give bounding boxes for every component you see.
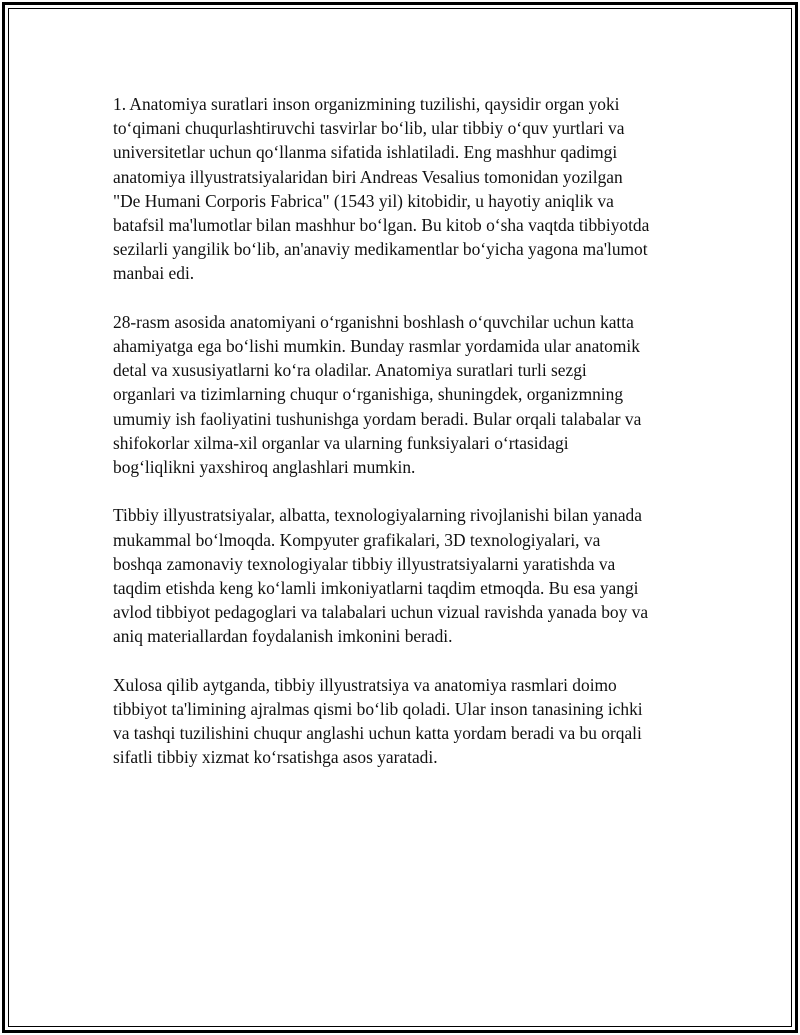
text-line: mukammal boʻlmoqda. Kompyuter grafikalari, 3D texnologiyalari, va: [113, 529, 601, 550]
text-line: anatomiya illyustratsiyalaridan biri Andreas Vesalius tomonidan yozilgan: [113, 166, 623, 187]
paragraph-1: [113, 92, 713, 286]
paragraph-2: [113, 310, 713, 479]
text-line: sezilarli yangilik boʻlib, an'anaviy medikamentlar boʻyicha yagona ma'lumot: [113, 239, 648, 260]
text-line: manbai edi.: [113, 263, 195, 284]
text-line: organlari va tizimlarning chuqur oʻrganishiga, shuningdek, organizmning: [113, 384, 624, 405]
text-line: taqdim etishda keng koʻlamli imkoniyatlarni taqdim etmoqda. Bu esa yangi: [113, 578, 639, 599]
text-line: "De Humani Corporis Fabrica" (1543 yil) kitobidir, u hayotiy aniqlik va: [113, 190, 614, 211]
text-line: toʻqimani chuqurlashtiruvchi tasvirlar boʻlib, ular tibbiy oʻquv yurtlari va: [113, 118, 625, 139]
text-line: shifokorlar xilma-xil organlar va ularning funksiyalari oʻrtasidagi: [113, 432, 569, 453]
paragraph-3: [113, 503, 713, 648]
text-line: boshqa zamonaviy texnologiyalar tibbiy illyustratsiyalarni yaratishda va: [113, 553, 616, 574]
document-body: [113, 92, 713, 794]
text-line: avlod tibbiyot pedagoglari va talabalari uchun vizual ravishda yanada boy va: [113, 602, 649, 623]
text-line: sifatli tibbiy xizmat koʻrsatishga asos yaratadi.: [113, 747, 438, 768]
text-line: aniq materiallardan foydalanish imkonini beradi.: [113, 626, 453, 647]
text-line: tibbiyot ta'limining ajralmas qismi boʻlib qoladi. Ular inson tanasining ichki: [113, 699, 643, 720]
text-line: va tashqi tuzilishini chuqur anglashi uchun katta yordam beradi va bu orqali: [113, 723, 642, 744]
text-line: 28-rasm asosida anatomiyani oʻrganishni boshlash oʻquvchilar uchun katta: [113, 311, 634, 332]
text-line: 1. Anatomiya suratlari inson organizmining tuzilishi, qaysidir organ yoki: [113, 94, 620, 114]
text-line: ahamiyatga ega boʻlishi mumkin. Bunday rasmlar yordamida ular anatomik: [113, 336, 640, 357]
text-line: batafsil ma'lumotlar bilan mashhur boʻlgan. Bu kitob oʻsha vaqtda tibbiyotda: [113, 215, 650, 236]
text-line: Tibbiy illyustratsiyalar, albatta, texnologiyalarning rivojlanishi bilan yanada: [113, 505, 642, 526]
text-line: universitetlar uchun qoʻllanma sifatida ishlatiladi. Eng mashhur qadimgi: [113, 142, 618, 163]
text-line: detal va xususiyatlarni koʻra oladilar. Anatomiya suratlari turli sezgi: [113, 360, 587, 381]
text-line: Xulosa qilib aytganda, tibbiy illyustratsiya va anatomiya rasmlari doimo: [113, 674, 617, 695]
paragraph-4: [113, 673, 713, 770]
text-line: umumiy ish faoliyatini tushunishga yordam beradi. Bular orqali talabalar va: [113, 408, 642, 429]
text-line: bogʻliqlikni yaxshiroq anglashlari mumkin.: [113, 457, 416, 478]
